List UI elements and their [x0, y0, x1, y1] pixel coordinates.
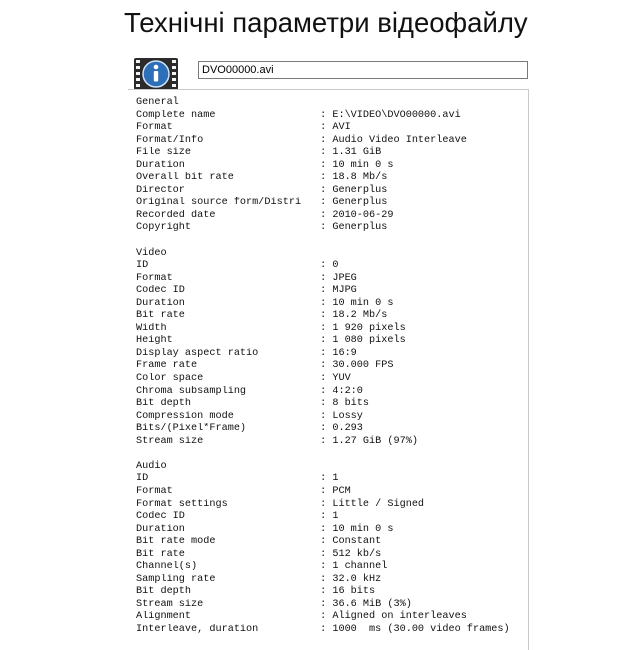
info-value: 18.8 Mb/s [332, 172, 388, 184]
info-key: Chroma subsampling [136, 385, 247, 397]
info-value: 1 channel [332, 561, 388, 573]
info-value: 18.2 Mb/s [332, 310, 388, 322]
info-separator: : [314, 147, 333, 159]
info-separator: : [314, 498, 333, 510]
info-row [136, 561, 510, 574]
info-key: Channel(s) [136, 561, 198, 573]
info-row [136, 486, 510, 499]
info-row [136, 499, 510, 512]
info-key: Recorded date [136, 209, 216, 221]
blank-line [136, 448, 510, 461]
info-row [136, 373, 510, 386]
info-value: 0.293 [332, 423, 363, 435]
info-key: Color space [136, 373, 204, 385]
info-key: Copyright [136, 222, 192, 234]
info-value: Aligned on interleaves [332, 611, 467, 623]
section-title: Audio [136, 460, 167, 472]
info-value: Audio Video Interleave [332, 134, 467, 146]
info-row [136, 511, 510, 524]
info-value: 1 080 pixels [332, 335, 406, 347]
info-key: Format [136, 485, 173, 497]
info-key: Bit rate [136, 310, 185, 322]
info-key: Frame rate [136, 360, 198, 372]
info-separator: : [314, 561, 333, 573]
info-row [136, 335, 510, 348]
info-separator: : [314, 209, 333, 221]
info-key: Duration [136, 297, 185, 309]
info-value: MJPG [332, 285, 357, 297]
info-separator: : [314, 385, 333, 397]
info-row [136, 411, 510, 424]
info-row [136, 285, 510, 298]
info-separator: : [314, 398, 333, 410]
info-value: 1 920 pixels [332, 322, 406, 334]
info-value: 36.6 MiB (3%) [332, 598, 412, 610]
info-separator: : [314, 598, 333, 610]
info-separator: : [314, 536, 333, 548]
info-row [136, 586, 510, 599]
info-key: Height [136, 335, 173, 347]
info-key: Format [136, 272, 173, 284]
info-row [136, 323, 510, 336]
info-key: Bit rate [136, 548, 185, 560]
info-key: Bits/(Pixel*Frame) [136, 423, 247, 435]
info-separator: : [314, 122, 333, 134]
info-key: Format [136, 122, 173, 134]
info-row [136, 524, 510, 537]
info-row [136, 436, 510, 449]
info-row [136, 197, 510, 210]
info-value: 512 kb/s [332, 548, 382, 560]
info-value: 1000 ms (30.00 video frames) [332, 623, 510, 635]
info-row [136, 360, 510, 373]
info-key: ID [136, 260, 149, 272]
info-row [136, 423, 510, 436]
info-separator: : [314, 511, 333, 523]
info-value: 32.0 kHz [332, 573, 382, 585]
info-separator: : [314, 159, 333, 171]
info-separator: : [314, 222, 333, 234]
info-separator: : [314, 335, 333, 347]
info-value: 1.27 GiB (97%) [332, 435, 418, 447]
blank-line [136, 235, 510, 248]
info-key: Format settings [136, 498, 228, 510]
info-row [136, 298, 510, 311]
info-value: 16:9 [332, 347, 357, 359]
info-row [136, 310, 510, 323]
info-value: Generplus [332, 197, 388, 209]
info-separator: : [314, 523, 333, 535]
info-row [136, 172, 510, 185]
info-row [136, 611, 510, 624]
info-key: Bit depth [136, 398, 192, 410]
info-value: YUV [332, 373, 351, 385]
info-key: Display aspect ratio [136, 347, 259, 359]
info-key: Alignment [136, 611, 192, 623]
info-key: Compression mode [136, 410, 234, 422]
info-value: Generplus [332, 222, 388, 234]
info-separator: : [314, 285, 333, 297]
info-value: 10 min 0 s [332, 159, 394, 171]
info-row [136, 574, 510, 587]
info-value: Lossy [332, 410, 363, 422]
info-separator: : [314, 310, 333, 322]
info-row [136, 599, 510, 612]
info-value: 0 [332, 260, 339, 272]
section-title: General [136, 97, 179, 108]
info-key: File size [136, 147, 192, 159]
info-separator: : [314, 272, 333, 284]
info-value: Generplus [332, 184, 388, 196]
info-separator: : [314, 623, 333, 635]
info-key: Codec ID [136, 285, 185, 297]
info-separator: : [314, 297, 333, 309]
info-row [136, 386, 510, 399]
info-separator: : [314, 586, 333, 598]
info-row [136, 260, 510, 273]
info-separator: : [314, 260, 333, 272]
info-separator: : [314, 435, 333, 447]
info-separator: : [314, 322, 333, 334]
info-row [136, 624, 510, 637]
info-row [136, 273, 510, 286]
info-value: AVI [332, 122, 351, 134]
page-title: Технічні параметри відеофайлу [124, 7, 528, 38]
info-value: 1 [332, 511, 339, 523]
info-key: Complete name [136, 109, 216, 121]
info-key: Format/Info [136, 134, 204, 146]
info-row [136, 185, 510, 198]
info-separator: : [314, 410, 333, 422]
info-value: 1 [332, 473, 339, 485]
info-film-icon [132, 56, 180, 92]
info-separator: : [314, 197, 333, 209]
info-separator: : [314, 134, 333, 146]
info-value: 10 min 0 s [332, 523, 394, 535]
info-key: Codec ID [136, 511, 185, 523]
info-key: Sampling rate [136, 573, 216, 585]
info-value: 10 min 0 s [332, 297, 394, 309]
info-separator: : [314, 360, 333, 372]
info-separator: : [314, 423, 333, 435]
info-value: Constant [332, 536, 382, 548]
info-value: 8 bits [332, 398, 370, 410]
info-key: Width [136, 322, 167, 334]
info-separator: : [314, 184, 333, 196]
info-row [136, 536, 510, 549]
info-row [136, 135, 510, 148]
info-key: Duration [136, 523, 185, 535]
info-row [136, 549, 510, 562]
info-row [136, 160, 510, 173]
info-key: ID [136, 473, 149, 485]
info-value: Little / Signed [332, 498, 425, 510]
info-separator: : [314, 109, 333, 121]
info-value: 16 bits [332, 586, 376, 598]
info-key: Stream size [136, 435, 204, 447]
info-key: Stream size [136, 598, 204, 610]
info-separator: : [314, 573, 333, 585]
info-key: Duration [136, 159, 185, 171]
info-value: PCM [332, 485, 351, 497]
info-row [136, 398, 510, 411]
info-key: Original source form/Distri [136, 197, 302, 209]
section-title: Video [136, 247, 167, 259]
info-row [136, 147, 510, 160]
info-separator: : [314, 473, 333, 485]
info-separator: : [314, 373, 333, 385]
info-row [136, 110, 510, 123]
info-value: 30.000 FPS [332, 360, 394, 372]
info-separator: : [314, 172, 333, 184]
info-row [136, 222, 510, 235]
info-key: Overall bit rate [136, 172, 234, 184]
info-row [136, 348, 510, 361]
info-key: Director [136, 184, 185, 196]
info-separator: : [314, 485, 333, 497]
media-info-text [136, 97, 510, 637]
info-separator: : [314, 347, 333, 359]
info-row [136, 122, 510, 135]
info-value: 2010-06-29 [332, 209, 394, 221]
info-key: Interleave, duration [136, 623, 259, 635]
info-row [136, 210, 510, 223]
info-key: Bit depth [136, 586, 192, 598]
info-key: Bit rate mode [136, 536, 216, 548]
info-value: 1.31 GiB [332, 147, 382, 159]
info-row [136, 473, 510, 486]
info-value: JPEG [332, 272, 357, 284]
info-separator: : [314, 548, 333, 560]
info-separator: : [314, 611, 333, 623]
info-value: 4:2:0 [332, 385, 363, 397]
file-name-field[interactable] [198, 61, 528, 79]
info-value: E:\VIDEO\DVO00000.avi [332, 109, 461, 121]
